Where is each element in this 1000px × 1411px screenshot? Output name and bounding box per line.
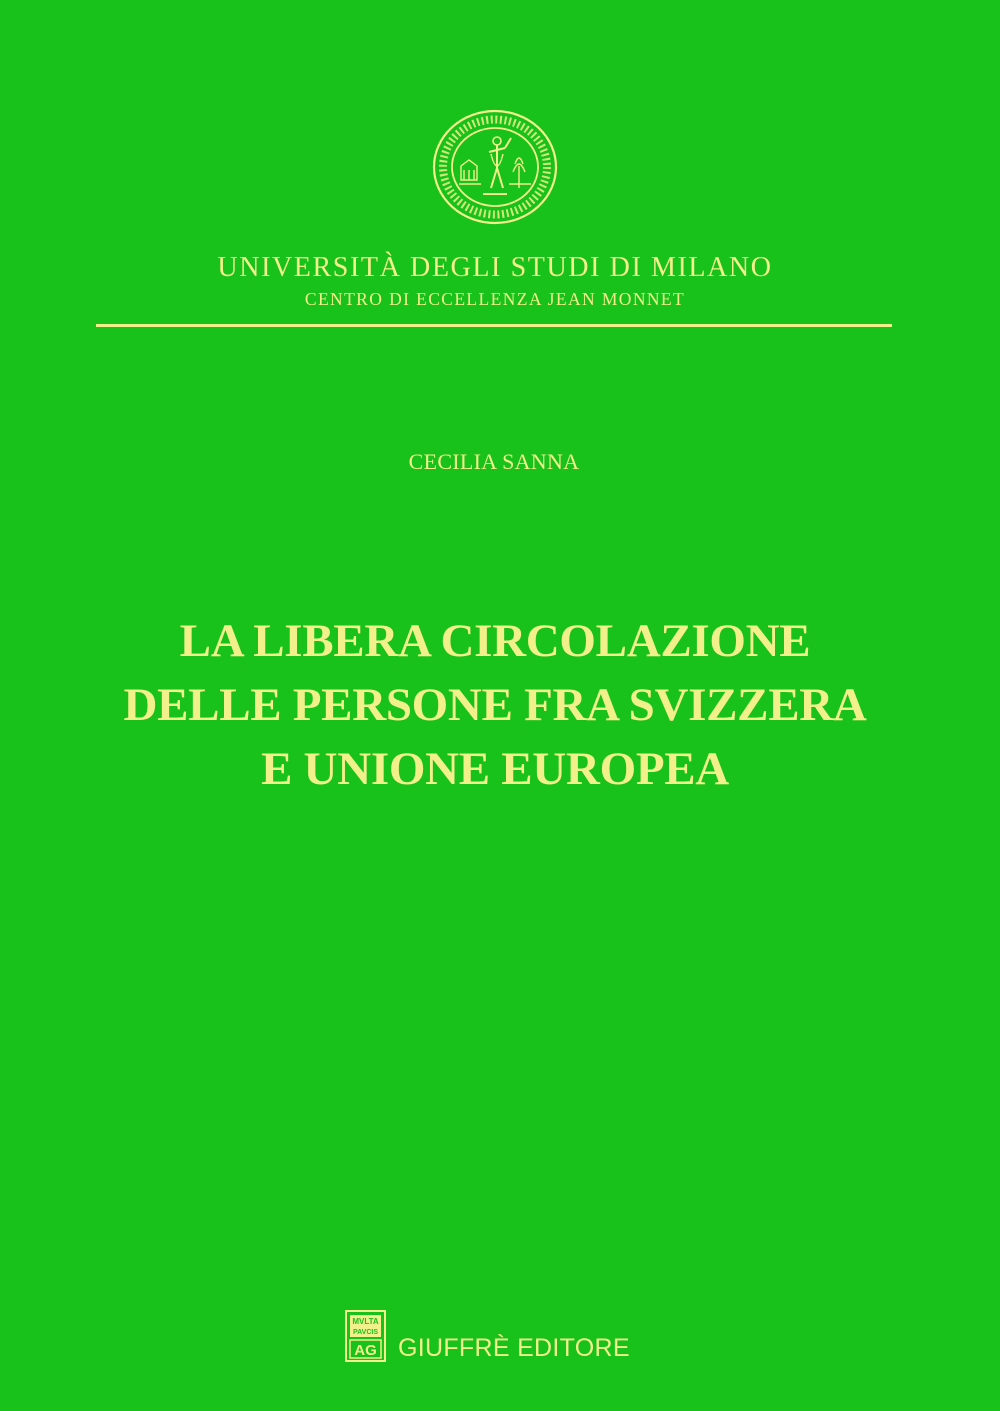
- university-name: UNIVERSITÀ DEGLI STUDI DI MILANO: [217, 252, 773, 283]
- book-title: [0, 609, 990, 801]
- publisher-name: GIUFFRÈ EDITORE: [398, 1334, 630, 1362]
- svg-text:MVLTA: MVLTA: [352, 1317, 379, 1326]
- publisher-logo-icon: [343, 1310, 388, 1362]
- publisher-block: [343, 1310, 653, 1362]
- university-seal-icon: [431, 108, 559, 226]
- svg-text:AG: AG: [354, 1342, 377, 1359]
- divider-line: [96, 324, 892, 327]
- title-line-3: E UNIONE EUROPEA: [261, 743, 729, 795]
- svg-text:PAVCIS: PAVCIS: [352, 1329, 379, 1336]
- title-line-2: DELLE PERSONE FRA SVIZZERA: [123, 679, 867, 731]
- title-line-1: LA LIBERA CIRCOLAZIONE: [179, 615, 811, 667]
- center-name: CENTRO DI ECCELLENZA JEAN MONNET: [304, 289, 686, 309]
- author-name: CECILIA SANNA: [408, 449, 580, 474]
